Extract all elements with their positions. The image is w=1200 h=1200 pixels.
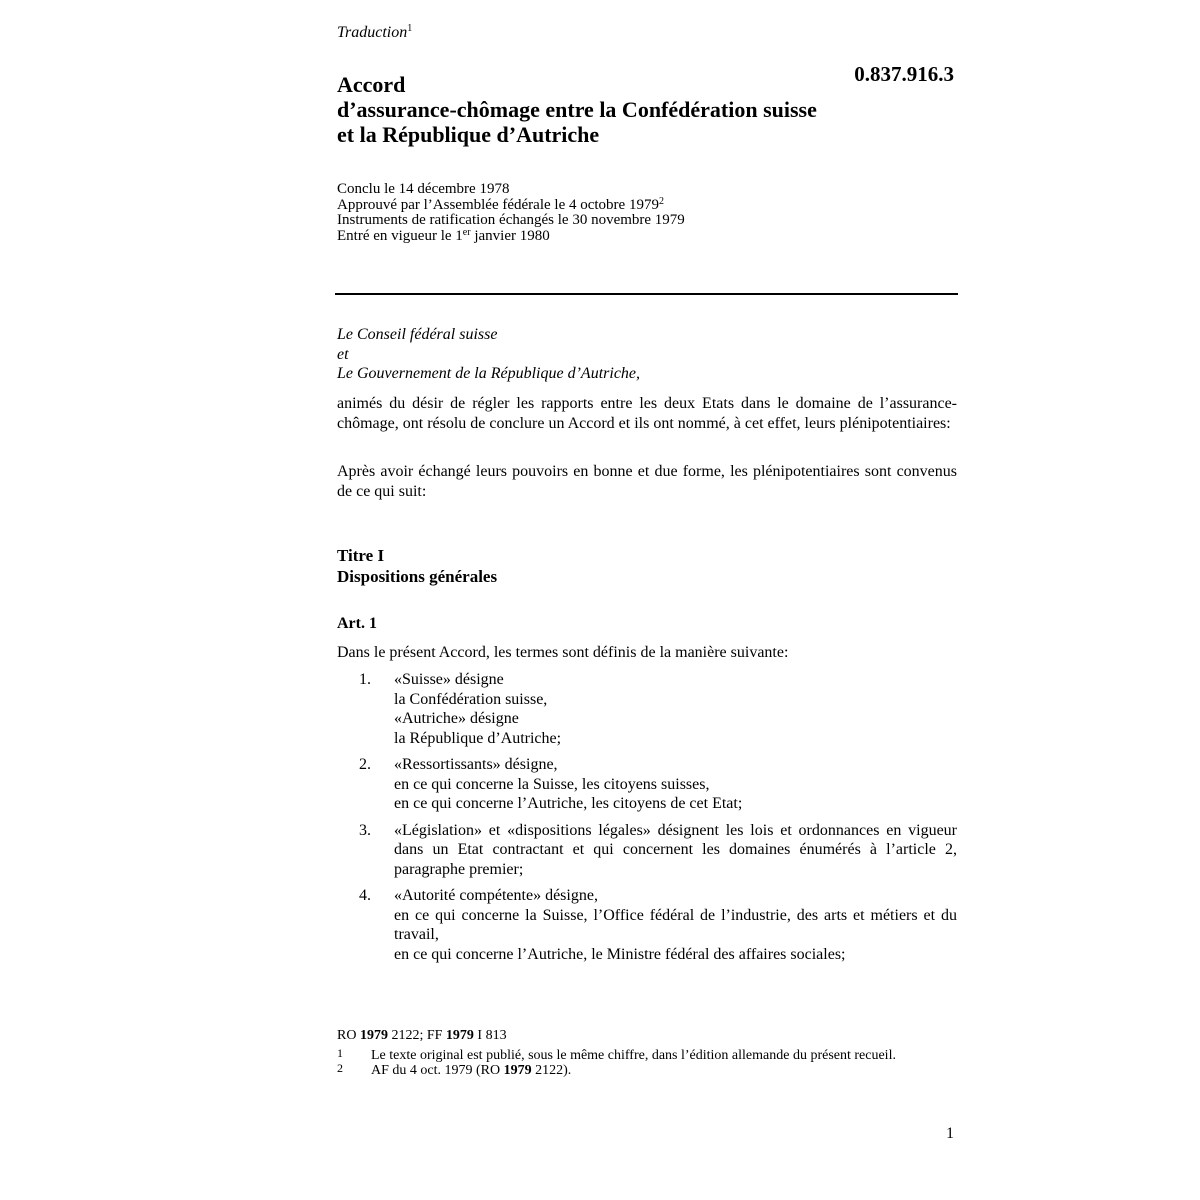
date-in-force: Entré en vigueur le 1er janvier 1980 — [337, 226, 550, 244]
definitions-list — [337, 670, 957, 971]
footnote-2: 2 AF du 4 oct. 1979 (RO 1979 2122). — [337, 1061, 572, 1078]
footnotes — [337, 1028, 957, 1079]
list-item: 3. «Législation» et «dispositions légales» désignent les lois et ordonnances en vigueur dans un Etat contractant et qui concernent les domaines énumérés à l’article 2, paragraphe premier; — [359, 821, 957, 878]
footnote-ref-1[interactable]: 1 — [407, 23, 413, 34]
list-item: 4. «Autorité compétente» désigne, en ce qui concerne la Suisse, l’Office fédéral de l’industrie, des arts et métiers et du travail, en ce qui concerne l’Autriche, le Ministre fédéral des affaires sociales; — [359, 887, 957, 963]
section-heading — [337, 545, 957, 587]
titre-name: Dispositions générales — [337, 567, 498, 586]
item-number: 3. — [359, 821, 371, 839]
article-intro: Dans le présent Accord, les termes sont définis de la manière suivante: — [337, 644, 789, 661]
translation-note — [337, 24, 957, 42]
party-austria: Le Gouvernement de la République d’Autriche, — [337, 365, 641, 382]
preamble-paragraph: animés du désir de régler les rapports entre les deux Etats dans le domaine de l’assurance-chômage, ont résolu de conclure un Accord et ils ont nommé, à cet effet, leurs plénipotentiaires: — [337, 395, 957, 432]
date-ratification: Instruments de ratification échangés le 30 novembre 1979 — [337, 212, 685, 228]
party-conjunction: et — [337, 345, 349, 363]
page-number: 1 — [946, 1125, 954, 1142]
titre-number: Titre I — [337, 546, 385, 565]
traduction-label: Traduction — [337, 24, 408, 41]
title-line: Accord — [337, 72, 406, 97]
article-heading: Art. 1 — [337, 615, 377, 632]
title-line: d’assurance-chômage entre la Confédération suisse — [337, 97, 817, 122]
list-item: 1. «Suisse» désigne la Confédération suisse, «Autriche» désigne la République d’Autriche; — [359, 671, 562, 747]
preamble-paragraph: Après avoir échangé leurs pouvoirs en bonne et due forme, les plénipotentiaires sont convenus de ce qui suit: — [337, 463, 957, 500]
publication-reference: RO 1979 2122; FF 1979 I 813 — [337, 1028, 507, 1043]
item-number: 1. — [359, 671, 371, 688]
list-item: 2. «Ressortissants» désigne, en ce qui concerne la Suisse, les citoyens suisses, en ce qui concerne l’Autriche, les citoyens de cet Etat; — [359, 756, 743, 812]
separator-rule — [335, 293, 958, 295]
footnote-1: 1 Le texte original est publié, sous le même chiffre, dans l’édition allemande du présent recueil. — [337, 1045, 896, 1063]
contracting-parties — [337, 325, 957, 384]
footnote-ref-2[interactable]: 2 — [658, 195, 664, 207]
date-concluded: Conclu le 14 décembre 1978 — [337, 181, 510, 197]
date-approved: Approuvé par l’Assemblée fédérale le 4 octobre 1979$^2$ — [337, 195, 664, 213]
system-number: 0.837.916.3 — [854, 62, 954, 86]
item-number: 4. — [359, 887, 371, 904]
dates-block — [337, 182, 957, 244]
item-number: 2. — [359, 756, 371, 773]
document-title — [337, 72, 957, 147]
party-switzerland: Le Conseil fédéral suisse — [337, 326, 498, 343]
title-line: et la République d’Autriche — [337, 122, 600, 147]
